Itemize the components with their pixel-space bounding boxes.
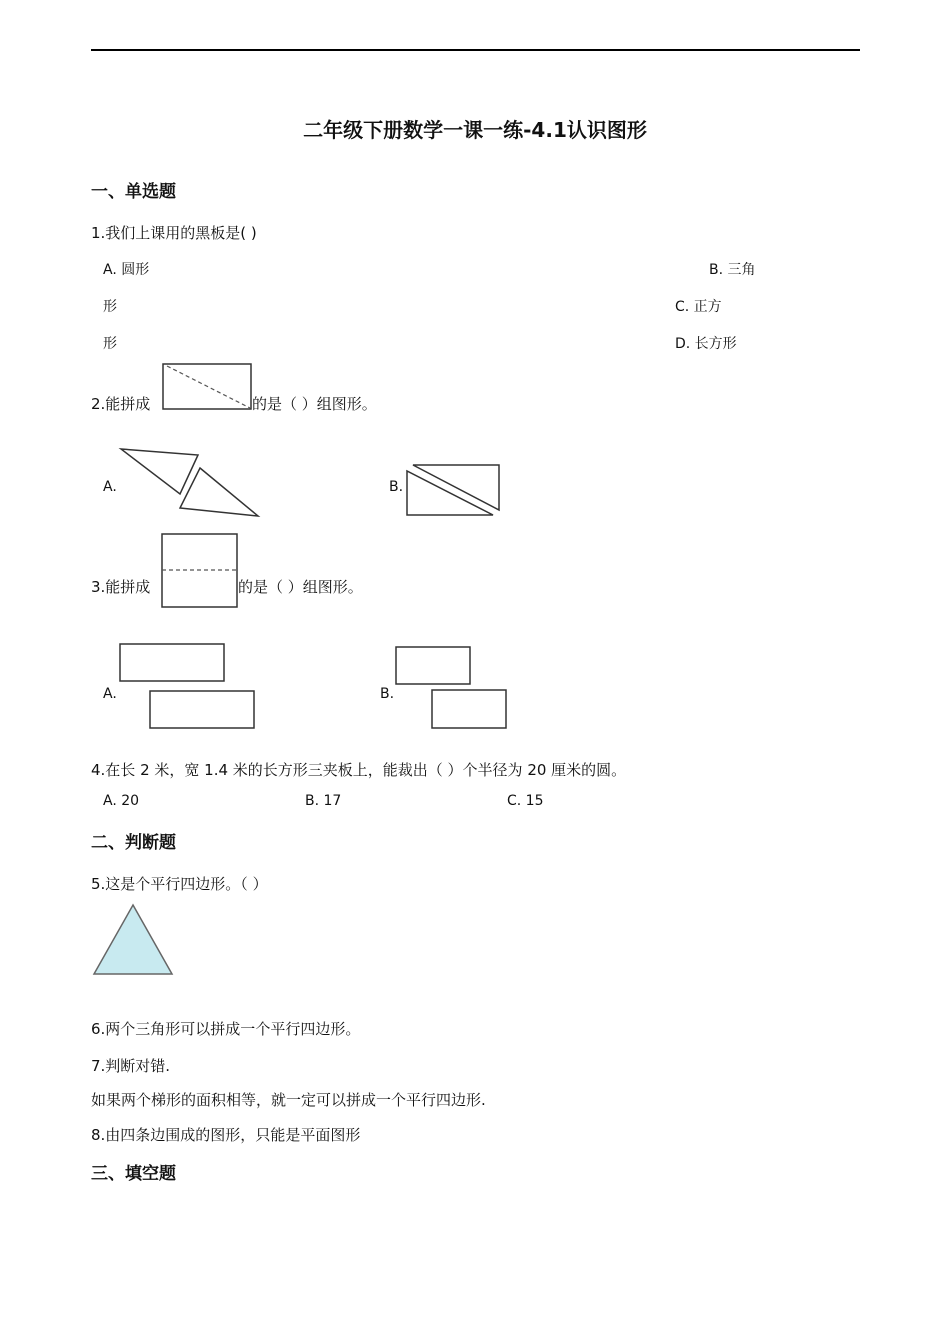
question-4-option-a[interactable]: A. 20	[103, 793, 140, 809]
question-1-option-c-continued: 形	[103, 336, 117, 352]
section-heading-single-choice: 一、单选题	[91, 182, 176, 202]
question-2-option-b[interactable]: B.	[389, 479, 404, 495]
question-3-option-a[interactable]: A.	[103, 686, 117, 702]
two-short-rectangles-figure	[395, 646, 510, 731]
two-long-rectangles-figure	[119, 643, 257, 731]
rectangle-diagonal-figure	[162, 363, 254, 411]
question-1-option-b-continued: 形	[103, 299, 117, 315]
question-7-text: 7.判断对错.	[91, 1057, 171, 1075]
two-triangles-rectangle-figure	[405, 463, 501, 519]
question-2-suffix: 的是（ ）组图形。	[252, 395, 377, 413]
header-rule	[91, 49, 860, 51]
question-5-text: 5.这是个平行四边形。（ ）	[91, 875, 268, 893]
question-2-prefix: 2.能拼成	[91, 395, 151, 413]
question-1-option-c[interactable]: C. 正方	[675, 299, 722, 315]
question-2-option-a[interactable]: A.	[103, 479, 117, 495]
section-heading-fill-blank: 三、填空题	[91, 1164, 176, 1184]
rectangle-dashed-split-figure	[161, 533, 239, 609]
question-1-text: 1.我们上课用的黑板是( )	[91, 224, 257, 242]
section-heading-true-false: 二、判断题	[91, 833, 176, 853]
page-title: 二年级下册数学一课一练-4.1认识图形	[303, 118, 647, 142]
question-4-option-c[interactable]: C. 15	[507, 793, 544, 809]
question-4-text: 4.在长 2 米，宽 1.4 米的长方形三夹板上，能裁出（ ）个半径为 20 厘米的圆。	[91, 761, 627, 779]
triangle-figure	[91, 903, 175, 977]
question-1-option-d[interactable]: D. 长方形	[675, 336, 737, 352]
question-8-text: 8.由四条边围成的图形，只能是平面图形	[91, 1126, 361, 1144]
question-3-suffix: 的是（ ）组图形。	[238, 578, 363, 596]
two-triangles-separated-figure	[118, 446, 263, 520]
question-1-option-a[interactable]: A. 圆形	[103, 262, 150, 278]
question-6-text: 6.两个三角形可以拼成一个平行四边形。	[91, 1020, 361, 1038]
question-7-detail: 如果两个梯形的面积相等，就一定可以拼成一个平行四边形.	[91, 1091, 486, 1109]
question-4-option-b[interactable]: B. 17	[305, 793, 342, 809]
question-3-option-b[interactable]: B.	[380, 686, 395, 702]
question-3-prefix: 3.能拼成	[91, 578, 151, 596]
question-1-option-b[interactable]: B. 三角	[709, 262, 756, 278]
